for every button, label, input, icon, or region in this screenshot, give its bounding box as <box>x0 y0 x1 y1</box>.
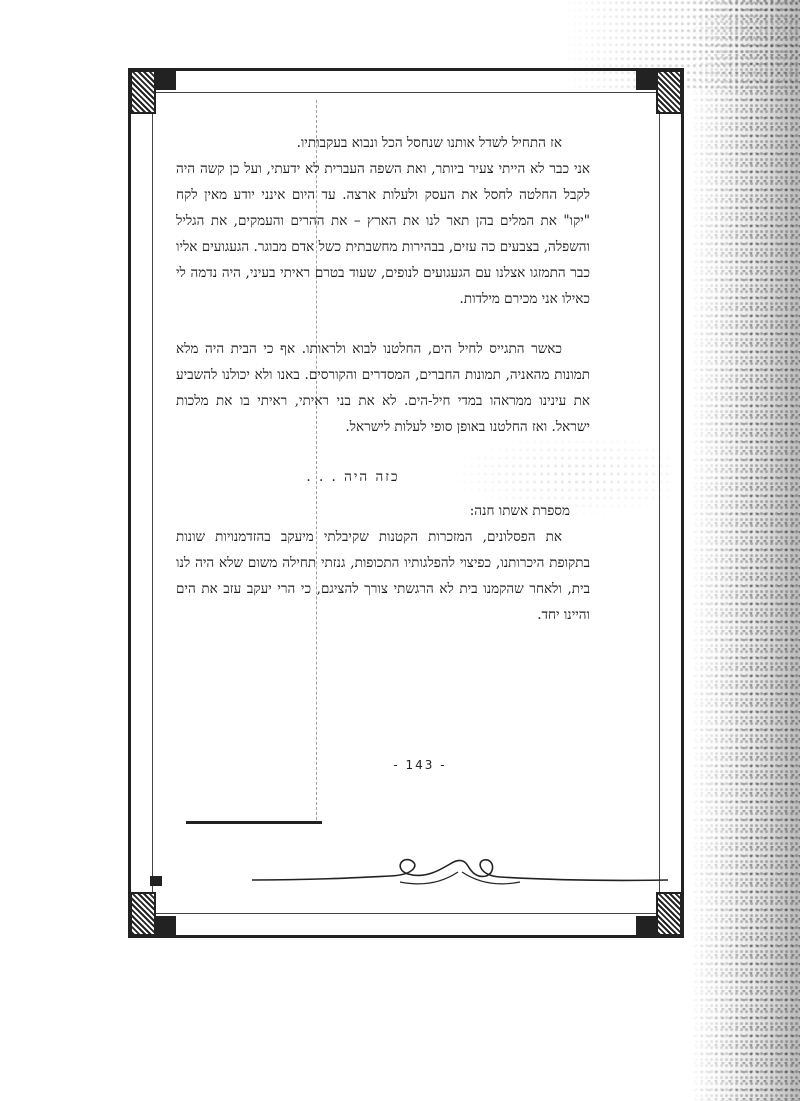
copy-speckle-edge <box>690 0 800 1101</box>
frame-corner-ornament-top-left <box>130 70 156 114</box>
horizontal-rule <box>186 821 322 824</box>
page-body-text <box>176 130 590 628</box>
frame-corner-ornament-bottom-right <box>656 892 682 936</box>
decorative-flourish <box>250 850 670 896</box>
frame-corner-block-top-left <box>156 70 176 90</box>
frame-corner-ornament-bottom-left <box>130 892 156 936</box>
paragraph-3: כאשר התגייס לחיל הים, החלטנו לבוא ולראותו. אף כי הבית היה מלא תמונות מהאניה, תמונות החברים, המסדרים והקורסים. באנו ולא יכולנו להשביע את עינינו ממראהו במדי חיל-הים. לא את בני ראיתי, ראיתי בו את מלכות ישראל. ואז החלטנו באופן סופי לעלות לישראל. <box>176 341 590 435</box>
paragraph-gap <box>176 440 590 464</box>
frame-corner-block-bottom-right <box>636 916 656 936</box>
paragraph-gap <box>176 312 590 336</box>
paragraph-4: את הפסלונים, המזכרות הקטנות שקיבלתי מיעקב בהזדמנויות שונות בתקופת היכרותנו, כפיצוי להפלגותיו התכופות, גנזתי תחילה משום שלא היה לנו בית, ולאחר שהקמנו בית לא הרגשתי צורך להציגם, כי הרי יעקב עזב את הים והיינו יחד. <box>176 529 590 623</box>
speaker-intro: מספרת אשתו חנה: <box>469 503 570 519</box>
frame-corner-ornament-top-right <box>656 70 682 114</box>
frame-corner-block-top-right <box>636 70 656 90</box>
paragraph-2: אני כבר לא הייתי צעיר ביותר, ואת השפה העברית לא ידעתי, ועל כן קשה היה לקבל החלטה לחסל את העסק ולעלות ארצה. עד היום אינני יודע מאין לקח "יקו" את המלים בהן תאר לנו את הארץ – את ההרים והעמקים, את הגליל והשפלה, בצבעים כה עזים, בבהירות מחשבתית כשל אדם מבוגר. הגעגועים אליו כבר התמזגו אצלנו עם הגעגועים לנופים, שעוד בטרם ראיתי בעיני, היה נדמה לי כאילו אני מכירם מילדות. <box>176 161 590 307</box>
page-number: - 143 - <box>393 758 447 772</box>
frame-mark <box>150 876 162 886</box>
closing-line: כזה היה . . . <box>306 469 400 485</box>
frame-corner-block-bottom-left <box>156 916 176 936</box>
paragraph-1: אז התחיל לשדל אותנו שנחסל הכל ונבוא בעקבותיו. <box>296 135 562 151</box>
paragraph-gap <box>176 490 590 498</box>
